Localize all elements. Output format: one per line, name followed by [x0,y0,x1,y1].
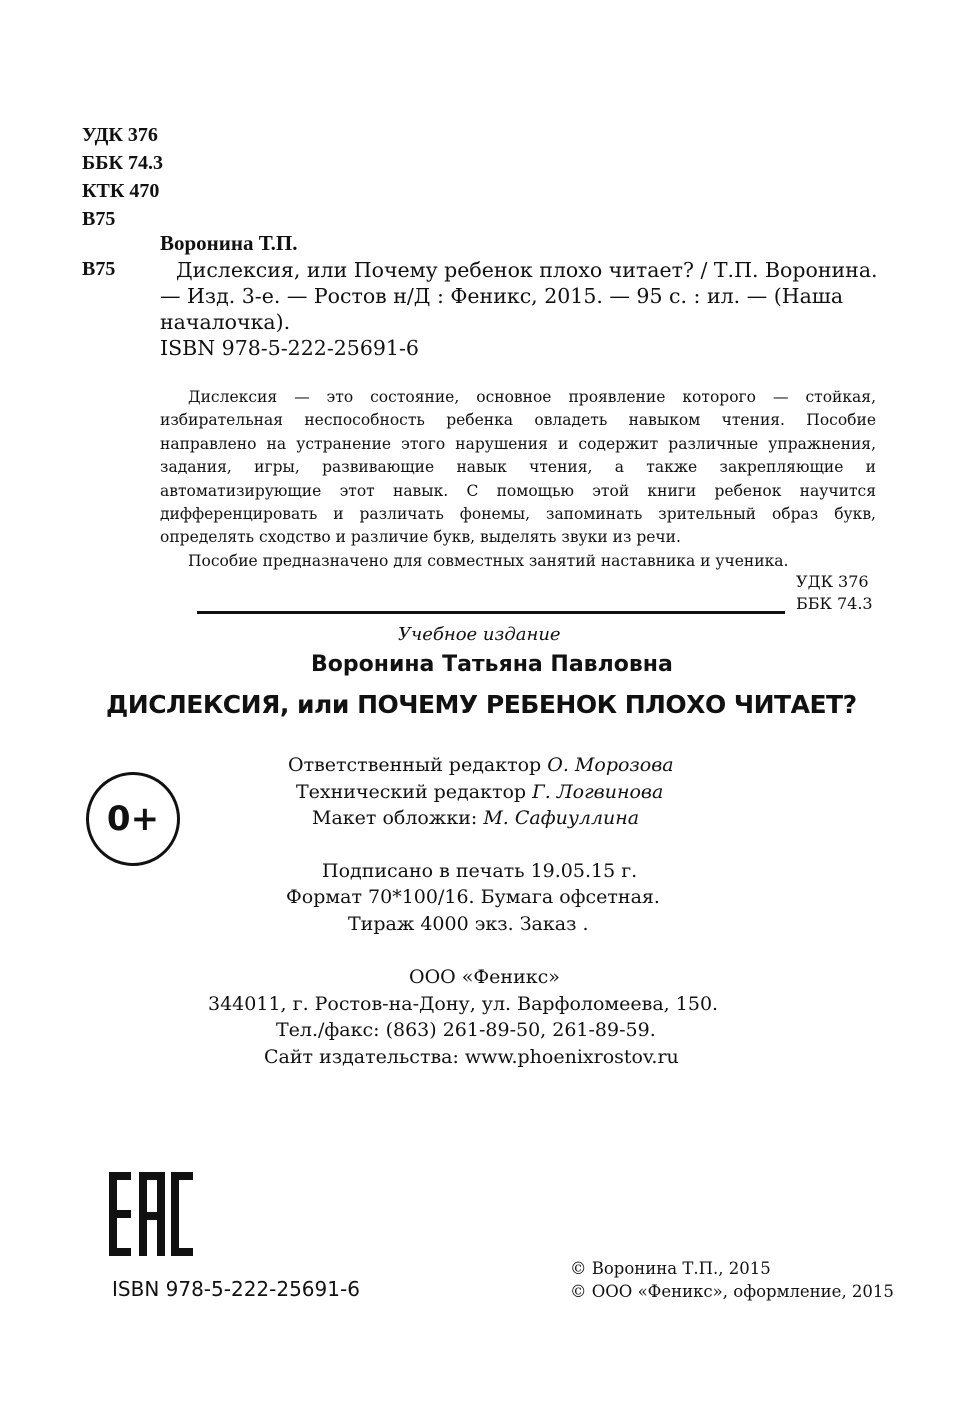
publisher-phone: Тел./факс: (863) 261-89-50, 261-89-59. [276,1019,656,1041]
bib-line-2: — Изд. 3-е. — Ростов н/Д : Феникс, 2015. — 95 с. : ил. — (Наша [160,284,844,308]
credit-role: Макет обложки: [312,807,478,829]
publisher-address: 344011, г. Ростов-на-Дону, ул. Варфоломеева, 150. [208,993,719,1015]
right-bbk-code: ББК 74.3 [796,594,873,613]
right-udk-code: УДК 376 [796,572,869,591]
publisher-site: Сайт издательства: www.phoenixrostov.ru [264,1046,679,1068]
bbk-code: ББК 74.3 [82,152,163,174]
print-run: Тираж 4000 экз. Заказ . [348,913,589,935]
copyright-author: © Воронина Т.П., 2015 [570,1259,771,1278]
print-signed: Подписано в печать 19.05.15 г. [322,860,638,882]
credit-role: Ответственный редактор [288,754,542,776]
separator-rule [197,611,785,614]
ktk-code: КТК 470 [82,180,160,202]
copyright-publisher: © ООО «Феникс», оформление, 2015 [570,1282,894,1301]
credit-name: М. Сафиуллина [483,807,640,829]
udk-code: УДК 376 [82,124,158,146]
bib-line-3: началочка). [160,310,291,334]
book-title: ДИСЛЕКСИЯ, или ПОЧЕМУ РЕБЕНОК ПЛОХО ЧИТАЕТ? [106,690,857,719]
bib-line-1: Дислексия, или Почему ребенок плохо читает? / Т.П. Воронина. [176,258,878,282]
author-heading: Воронина Т.П. [160,231,298,255]
credit-technical-editor [296,781,663,803]
age-rating-text: 0+ [106,799,160,839]
credit-cover-layout [312,807,639,829]
credit-role: Технический редактор [296,781,527,803]
bib-isbn: ISBN 978-5-222-25691-6 [160,336,419,360]
annotation [160,386,876,573]
annotation-paragraph-2: Пособие предназначено для совместных занятий наставника и ученика. [188,551,789,570]
annotation-paragraph-1: Дислексия — это состояние, основное проявление которого — стойкая, избирательная неспособность ребенка овладеть навыком чтения. Пособие направлено на устранение этого нарушения и содержит различные упражнения, задания, игры, развивающие навык чтения, а также закрепляющие и автоматизирующие этот навык. С помощью этой книги ребенок научится дифференцировать и различать фонемы, запоминать зрительный образ букв, определять сходство и различие букв, выделять звуки из речи. [160,388,876,547]
bib-author-mark: В75 [82,258,116,280]
eac-mark-icon [109,1172,193,1256]
author-full-name: Воронина Татьяна Павловна [311,652,673,677]
credit-name: О. Морозова [547,754,674,776]
author-mark-code: В75 [82,208,116,230]
credit-responsible-editor [288,754,674,776]
isbn-bottom: ISBN 978-5-222-25691-6 [112,1277,360,1301]
age-rating-badge [86,772,180,866]
print-format: Формат 70*100/16. Бумага офсетная. [286,886,660,908]
edition-type: Учебное издание [398,624,561,645]
publisher-name: ООО «Феникс» [409,966,560,988]
credit-name: Г. Логвинова [532,781,664,803]
